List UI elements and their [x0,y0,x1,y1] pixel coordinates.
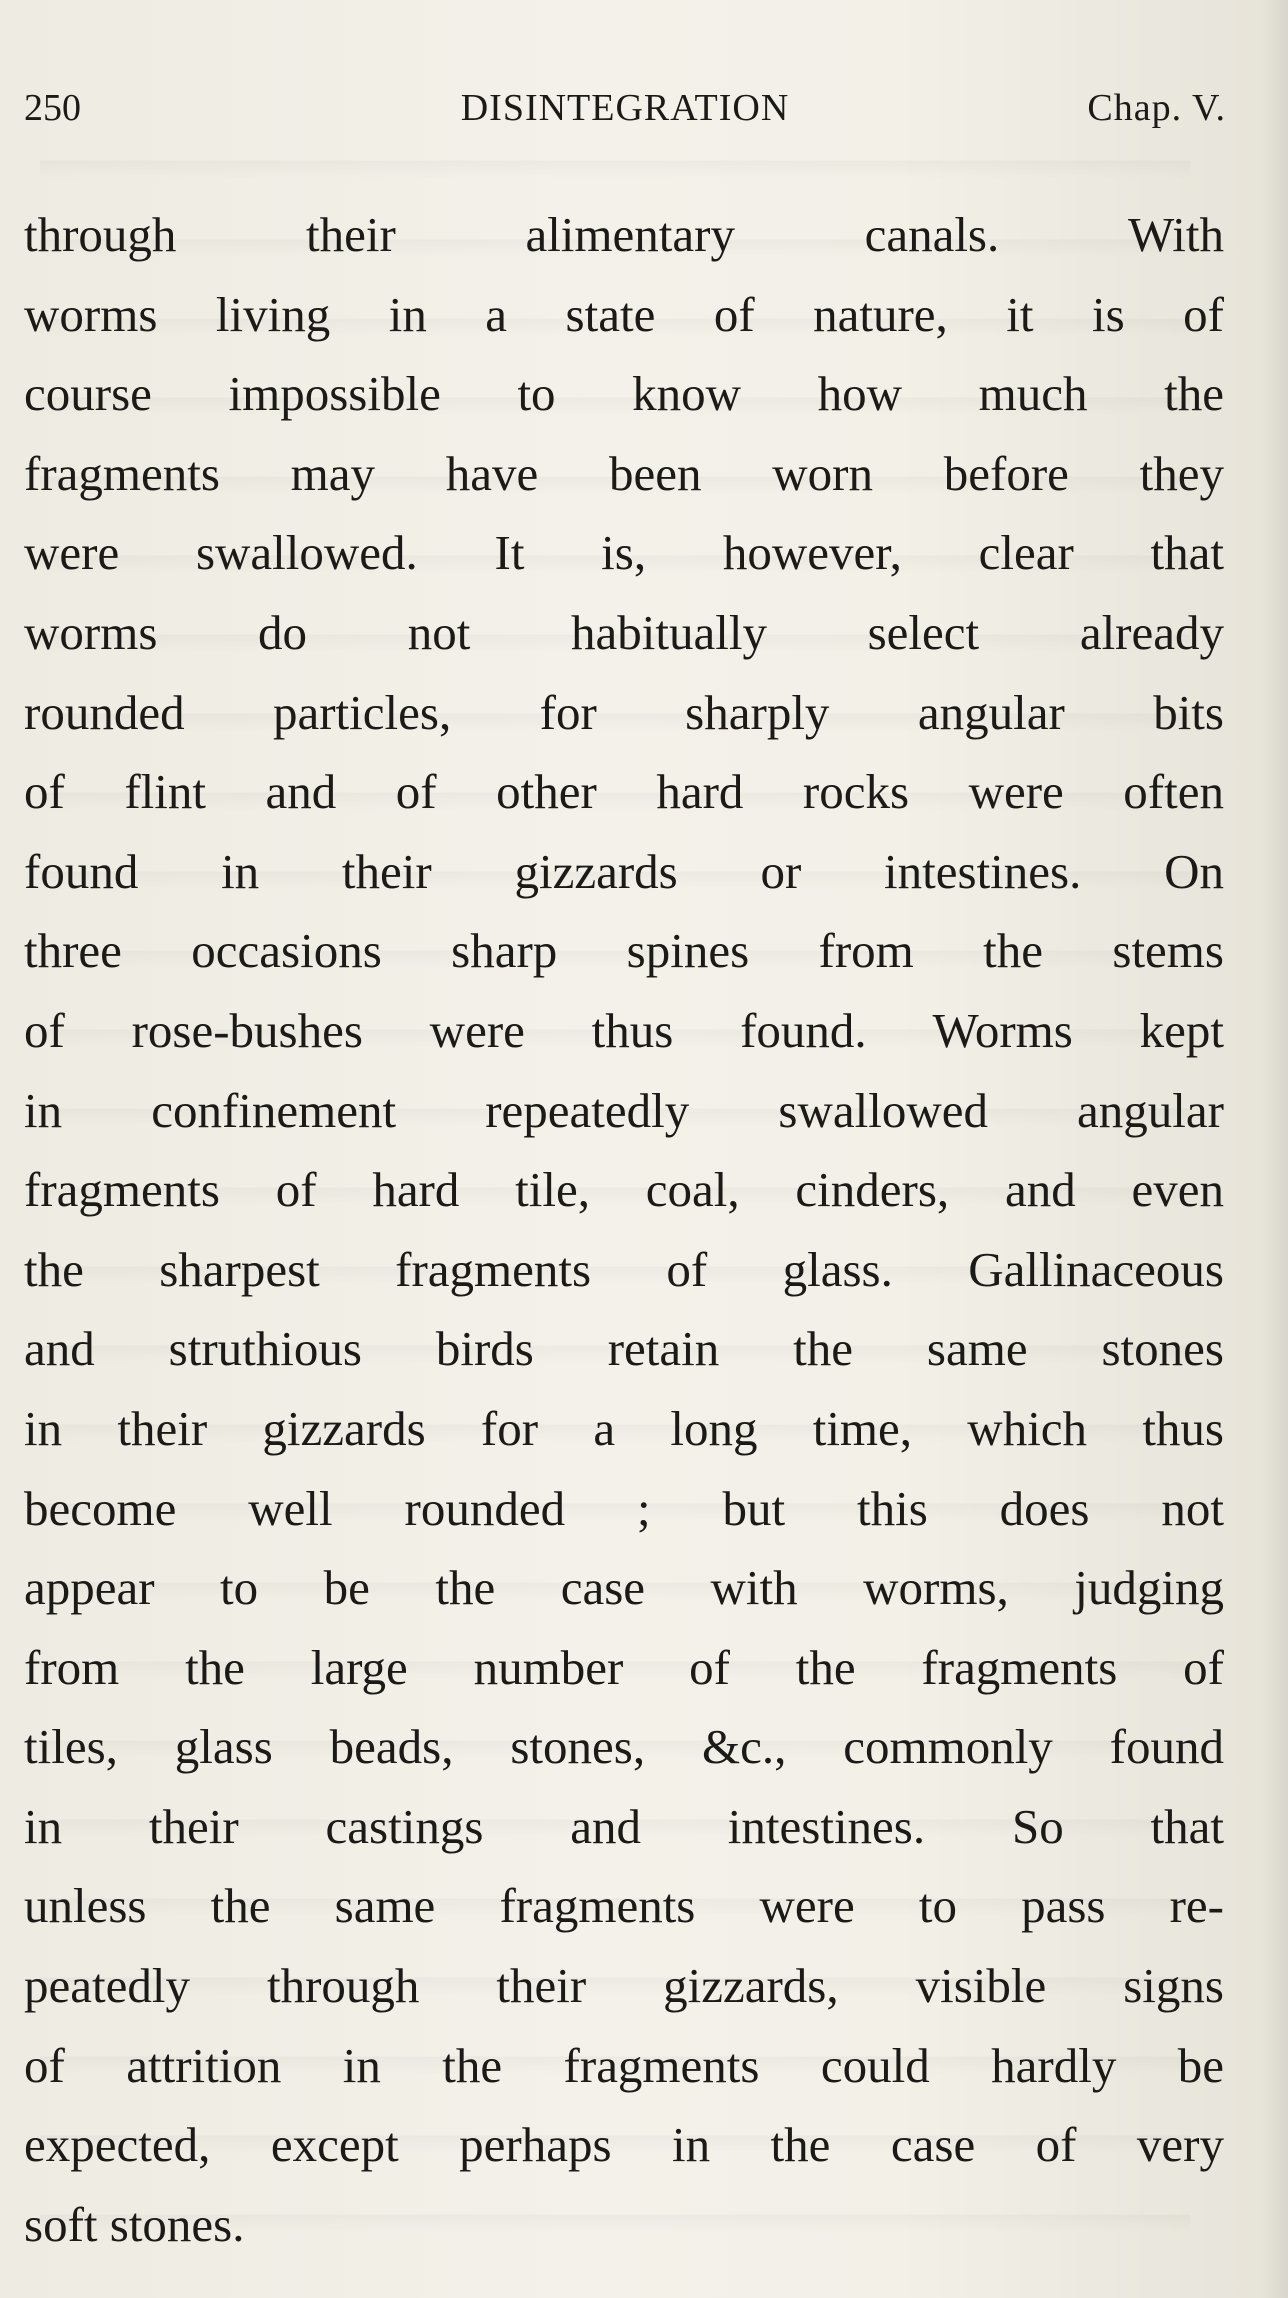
text-line: of flint and of other hard rocks were often [24,764,1224,820]
running-title: DISINTEGRATION [460,87,790,129]
text-line: course impossible to know how much the [24,366,1224,422]
text-line: and struthious birds retain the same stones [24,1321,1224,1377]
text-line: in their castings and intestines. So that [24,1798,1224,1854]
text-line: of rose-bushes were thus found. Worms kept [24,1002,1224,1058]
text-line: three occasions sharp spines from the stems [24,923,1224,979]
text-line: through their alimentary canals. With [24,207,1224,262]
chapter-label: Chap. V. [1087,87,1226,129]
text-line: peatedly through their gizzards, visible signs [24,1958,1224,2014]
text-line: fragments may have been worn before they [24,445,1224,501]
text-line: from the large number of the fragments of [24,1639,1224,1695]
text-line: fragments of hard tile, coal, cinders, and even [24,1162,1224,1218]
text-line: the sharpest fragments of glass. Gallinaceous [24,1241,1224,1297]
text-line: in their gizzards for a long time, which thus [24,1400,1224,1456]
text-line: were swallowed. It is, however, clear that [24,525,1224,581]
text-line: tiles, glass beads, stones, &c., commonly found [24,1719,1224,1775]
page-edge-shadow [1262,0,1288,2298]
text-line: rounded particles, for sharply angular bits [24,684,1224,740]
text-line: appear to be the case with worms, judging [24,1560,1224,1616]
text-line: found in their gizzards or intestines. On [24,843,1224,899]
text-line: in confinement repeatedly swallowed angular [24,1082,1224,1138]
running-header [24,80,1226,136]
page-number: 250 [24,87,81,129]
text-line: expected, except perhaps in the case of very [24,2117,1224,2173]
text-line: become well rounded ; but this does not [24,1480,1224,1536]
text-line: worms do not habitually select already [24,604,1224,660]
text-line-last: soft stones. [24,2196,245,2252]
text-line: worms living in a state of nature, it is of [24,286,1224,342]
text-line: of attrition in the fragments could hardly be [24,2037,1224,2093]
body-paragraph [24,195,1224,2264]
text-line: unless the same fragments were to pass re- [24,1878,1224,1934]
